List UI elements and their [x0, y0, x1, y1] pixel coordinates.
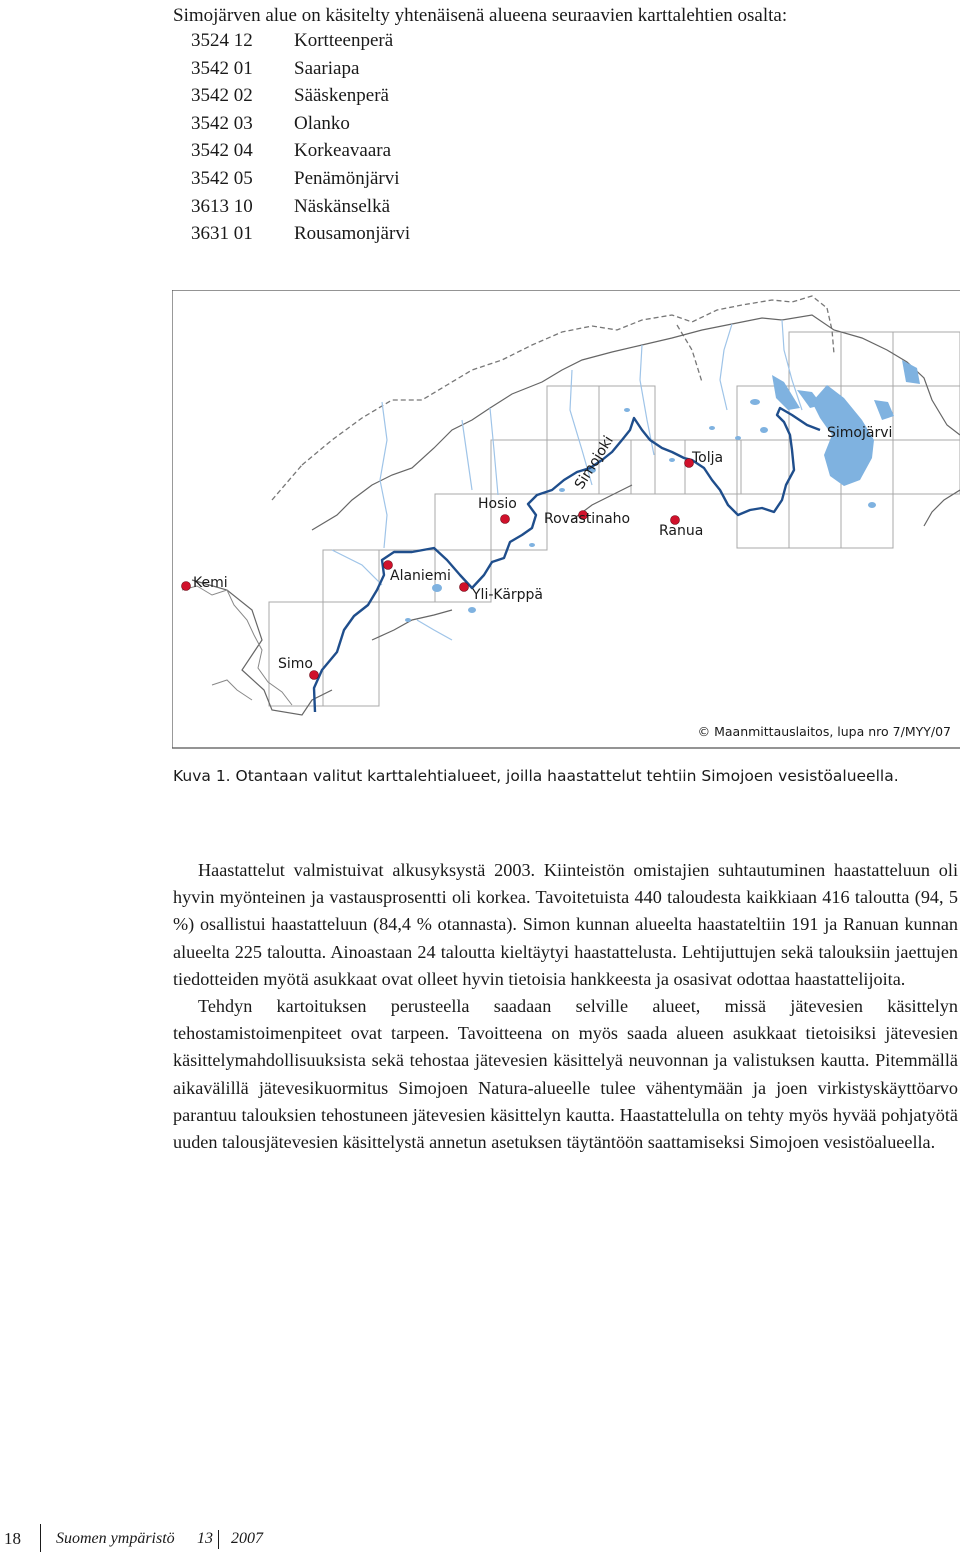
sheet-code: 3542 05: [191, 167, 253, 189]
sheet-name: Sääskenperä: [294, 85, 389, 107]
page-number: 18: [4, 1529, 21, 1548]
label-alaniemi: Alaniemi: [390, 568, 451, 584]
town-marker: [460, 583, 469, 592]
sheet-code: 3524 12: [191, 30, 253, 51]
simojoki-map: [172, 290, 960, 750]
page-footer: [0, 1528, 300, 1552]
label-kemi: Kemi: [193, 575, 228, 591]
label-ranua: Ranua: [659, 523, 704, 539]
lakes: [405, 360, 920, 622]
coastline: [182, 586, 292, 705]
map-sheet-item: [191, 193, 410, 221]
sheet-code: 3542 02: [191, 85, 253, 107]
footer-divider: [218, 1530, 219, 1549]
sheet-name: Näskänselkä: [294, 195, 391, 217]
map-sheet-item: [191, 137, 410, 165]
sheet-name: Olanko: [294, 112, 350, 134]
figure-caption: Kuva 1. Otantaan valitut karttalehtialueet, joilla haastattelut tehtiin Simojoen vesistöalueella.: [173, 767, 899, 785]
label-simo: Simo: [278, 656, 313, 672]
series-number: 13: [197, 1530, 213, 1547]
publication-year: 2007: [231, 1530, 263, 1547]
sheet-name: Rousamonjärvi: [294, 223, 411, 245]
paragraph: Tehdyn kartoituksen perusteella saadaan selville alueet, missä jätevesien käsittelyn tehostamistoimenpiteet ovat tarpeen. Tavoitteena on myös saada alueen asukkaat tietoisiksi jätevesien käsittelymahdollisuuksista sekä tehostaa jätevesien käsittelyä neuvonnan ja valistuksen kautta. Pitemmällä aikavälillä jätevesikuormitus Simojoen Natura-alueelle tulee vähentymään ja joen virkistyskäyttöarvo parantuu talouksien tehostuneen jätevesien käsittelyn kautta. Haastattelulla on tehty myös hyvää pohjatyötä uuden talousjätevesien käsittelystä annetun asetuksen täytäntöön saattamiseksi Simojoen vesistöalueella.: [173, 996, 958, 1153]
paragraph: Haastattelut valmistuivat alkusyksystä 2003. Kiinteistön omistajien suhtautuminen haastatteluun oli hyvin myönteinen ja vastausprosentti oli korkea. Tavoitetuista 440 taloudesta kaikkiaan 416 taloutta (94, 5 %) osallistui haastatteluun (84,4 % otannasta). Simon kunnan alueelta haastateltiin 191 ja Ranuan kunnan alueelta 225 taloutta. Ainoastaan 24 taloutta kieltäytyi haastattelusta. Lehtijuttujen sekä talouksiin jaettujen tiedotteiden myötä asukkaat ovat olleet hyvin tietoisia hankkeesta ja osasivat odottaa haastattelijoita.: [173, 860, 958, 989]
sheet-name: Penämönjärvi: [294, 167, 400, 189]
sheet-name: Korkeavaara: [294, 140, 392, 162]
sheet-code: 3613 10: [191, 195, 253, 217]
map-sheet-item: [191, 27, 410, 55]
series-name: Suomen ympäristö: [56, 1530, 175, 1547]
label-yli-karppa: Yli-Kärppä: [472, 587, 544, 603]
label-simojoki: Simojoki: [571, 433, 617, 493]
map-figure: [172, 290, 960, 750]
label-hosio: Hosio: [478, 496, 517, 512]
map-copyright: © Maanmittauslaitos, lupa nro 7/MYY/07: [697, 724, 951, 739]
map-sheet-item: [191, 110, 410, 138]
town-marker: [182, 582, 191, 591]
sheet-code: 3542 03: [191, 112, 253, 134]
map-sheet-list: [191, 27, 410, 248]
simojoki-river: [314, 408, 820, 712]
map-sheet-item: [191, 55, 410, 83]
intro-text: Simojärven alue on käsitelty yhtenäisenä alueena seuraavien karttalehtien osalta:: [173, 5, 788, 26]
map-sheet-item: [191, 165, 410, 193]
municipal-borders: [272, 296, 834, 500]
label-tolja: Tolja: [692, 450, 724, 466]
map-sheet-item: [191, 82, 410, 110]
label-rovastinaho: Rovastinaho: [544, 511, 631, 527]
body-text: [173, 857, 958, 1156]
footer-divider: [40, 1524, 41, 1552]
sheet-name: Kortteenperä: [294, 30, 394, 51]
sheet-code: 3542 01: [191, 57, 253, 79]
map-sheet-item: [191, 220, 410, 248]
sheet-name: Saariapa: [294, 57, 360, 79]
town-marker: [501, 515, 510, 524]
sheet-code: 3631 01: [191, 223, 253, 245]
sheet-code: 3542 04: [191, 140, 253, 162]
label-simojarvi: Simojärvi: [827, 425, 893, 441]
